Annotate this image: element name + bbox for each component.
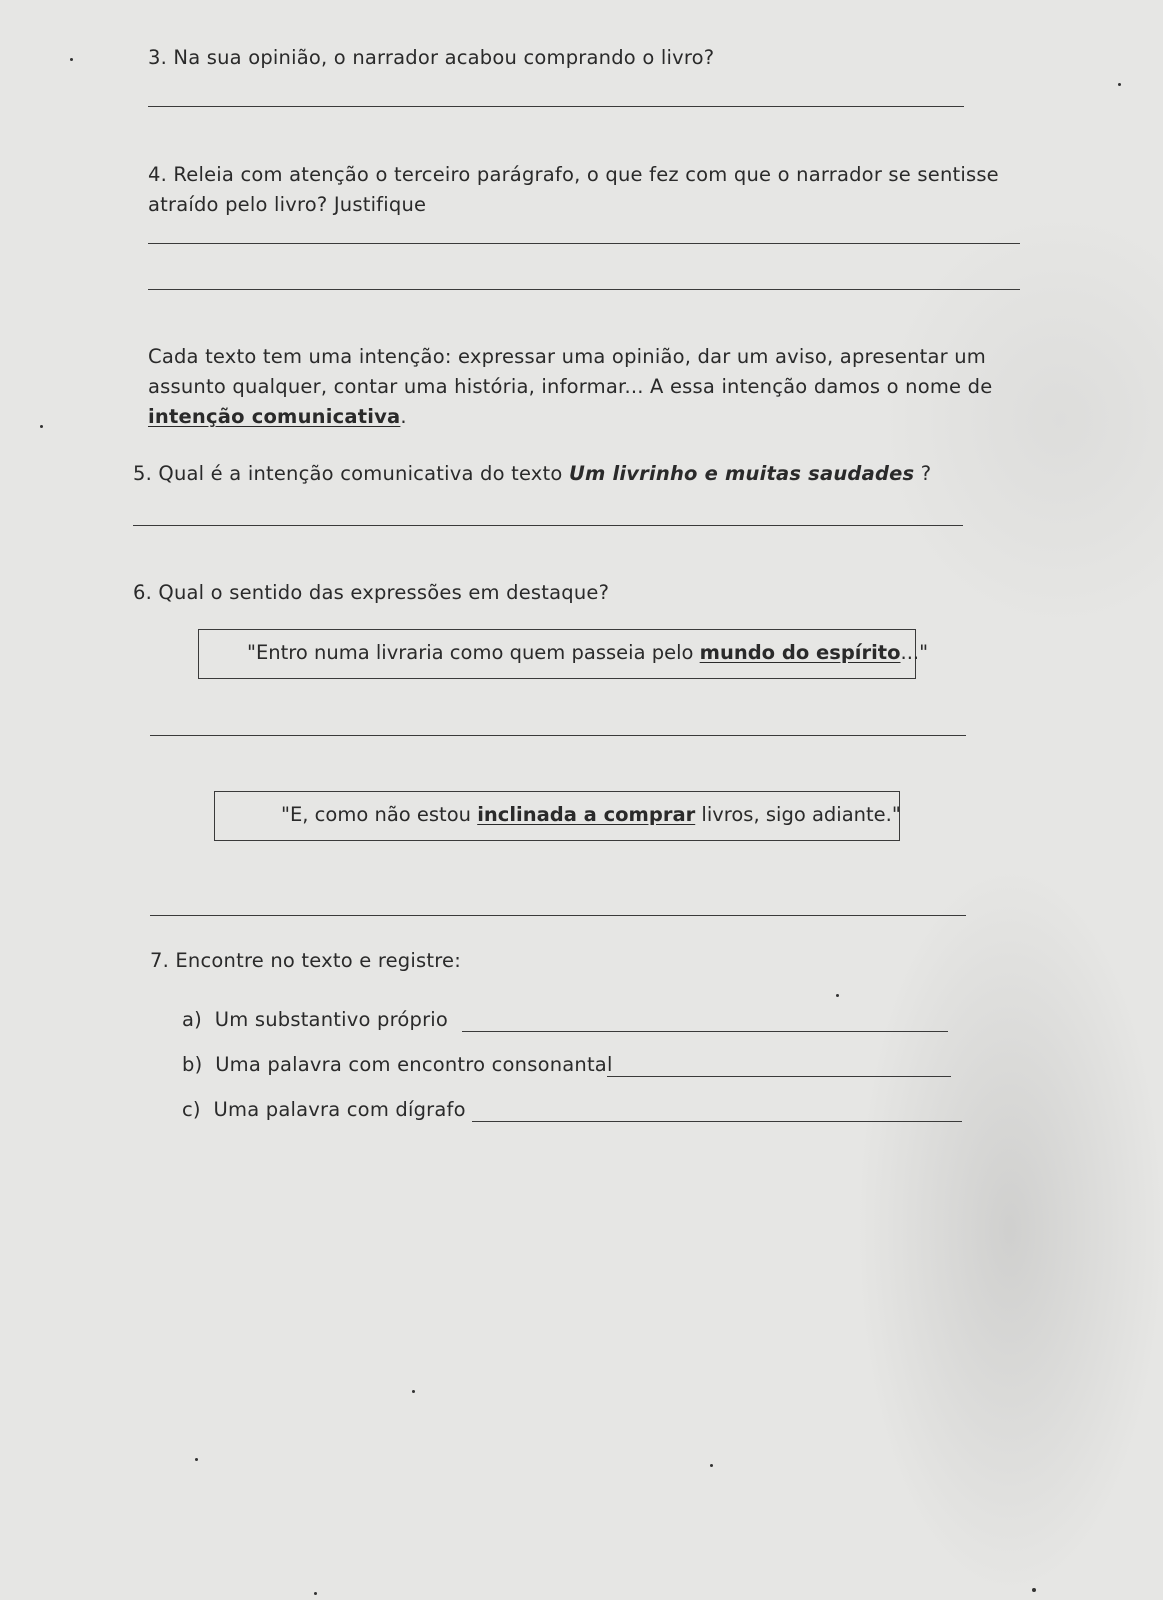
answer-line-7c[interactable] (472, 1121, 962, 1122)
question-5-prefix: 5. Qual é a intenção comunicativa do texto (133, 462, 569, 485)
question-4-line-2: atraído pelo livro? Justifique (148, 193, 427, 216)
scan-speck (836, 994, 839, 997)
text-title: Um livrinho e muitas saudades (568, 462, 915, 485)
item-a (182, 1005, 448, 1035)
answer-line-7b[interactable] (607, 1076, 951, 1077)
answer-line-3[interactable] (148, 106, 964, 107)
scan-speck (1118, 83, 1121, 86)
quote-1 (247, 638, 928, 668)
item-b (182, 1050, 613, 1080)
question-6: 6. Qual o sentido das expressões em destaque? (133, 581, 610, 604)
question-3: 3. Na sua opinião, o narrador acabou comprando o livro? (148, 46, 715, 69)
scan-speck (314, 1592, 317, 1595)
answer-line-7a[interactable] (462, 1031, 948, 1032)
quote-2 (281, 800, 901, 830)
item-c (182, 1095, 466, 1125)
quote-box-2 (214, 791, 900, 841)
answer-line-4b[interactable] (148, 289, 1020, 290)
answer-line-5[interactable] (133, 525, 963, 526)
scan-speck (70, 58, 73, 61)
item-b-letter: b) (182, 1053, 203, 1076)
scan-speck (1032, 1588, 1036, 1592)
item-c-letter: c) (182, 1098, 201, 1121)
scan-speck (195, 1458, 198, 1461)
quote-1-highlight: mundo do espírito (699, 641, 901, 664)
item-a-label: Um substantivo próprio (214, 1008, 449, 1031)
quote-2-pre: "E, como não estou (281, 803, 478, 826)
item-a-letter: a) (182, 1008, 202, 1031)
quote-2-post: livros, sigo adiante." (695, 803, 901, 826)
question-7: 7. Encontre no texto e registre: (150, 949, 461, 972)
answer-line-6b[interactable] (150, 915, 966, 916)
question-4-line-1: 4. Releia com atenção o terceiro parágrafo, o que fez com que o narrador se sentisse (148, 163, 999, 186)
question-5 (133, 459, 931, 489)
intro-period: . (400, 405, 407, 428)
scan-speck (412, 1390, 415, 1393)
answer-line-4a[interactable] (148, 243, 1020, 244)
intro-line-2: assunto qualquer, contar uma história, informar... A essa intenção damos o nome de (148, 375, 993, 398)
scan-speck (710, 1464, 713, 1467)
item-b-label: Uma palavra com encontro consonantal (215, 1053, 613, 1076)
answer-line-6a[interactable] (150, 735, 966, 736)
quote-1-post: ..." (900, 641, 929, 664)
intro-line-3 (148, 402, 407, 432)
quote-box-1 (198, 629, 929, 679)
intro-line-1: Cada texto tem uma intenção: expressar uma opinião, dar um aviso, apresentar um (148, 345, 986, 368)
scan-speck (40, 425, 43, 428)
question-5-suffix: ? (914, 462, 932, 485)
item-c-label: Uma palavra com dígrafo (213, 1098, 466, 1121)
quote-2-highlight: inclinada a comprar (477, 803, 696, 826)
quote-1-pre: "Entro numa livraria como quem passeia pelo (247, 641, 700, 664)
intention-term: intenção comunicativa (148, 405, 401, 428)
